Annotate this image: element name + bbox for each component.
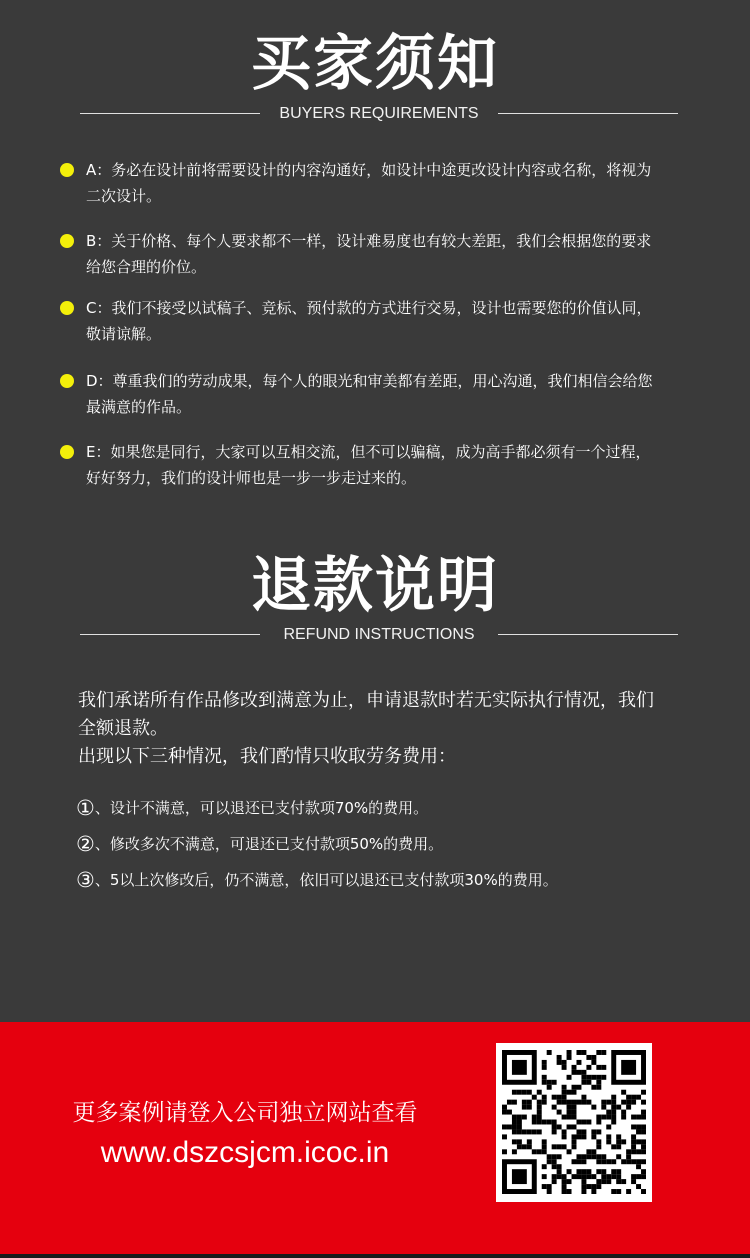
refund-item-text: 、修改多次不满意，可退还已支付款项50%的费用。 xyxy=(94,835,444,853)
requirement-item xyxy=(60,439,650,491)
footer-banner xyxy=(0,1022,750,1258)
qr-code-icon xyxy=(496,1043,652,1202)
yellow-dot-icon xyxy=(60,301,74,315)
buyers-title: 买家须知 xyxy=(251,29,499,99)
yellow-dot-icon xyxy=(60,374,74,388)
requirement-line: 最满意的作品。 xyxy=(86,398,192,416)
website-link[interactable]: www.dszcsjcm.icoc.in xyxy=(100,1136,390,1169)
requirement-line: D：尊重我们的劳动成果，每个人的眼光和审美都有差距，用心沟通，我们相信会给您 xyxy=(86,372,653,390)
refund-divider xyxy=(80,625,678,645)
refund-intro-line: 出现以下三种情况，我们酌情只收取劳务费用： xyxy=(78,746,456,767)
yellow-dot-icon xyxy=(60,234,74,248)
requirement-line: B：关于价格、每个人要求都不一样，设计难易度也有较大差距，我们会根据您的要求 xyxy=(86,232,652,250)
refund-item-text: 、设计不满意，可以退还已支付款项70%的费用。 xyxy=(94,799,429,817)
qr-code-graphic xyxy=(502,1050,646,1194)
requirement-item xyxy=(60,295,651,347)
refund-intro-line: 我们承诺所有作品修改到满意为止，申请退款时若无实际执行情况，我们 xyxy=(78,690,654,711)
requirement-line: 敬请谅解。 xyxy=(86,325,162,343)
requirement-line: C：我们不接受以试稿子、竞标、预付款的方式进行交易，设计也需要您的价值认同， xyxy=(86,299,652,317)
requirement-item xyxy=(60,368,653,420)
refund-intro xyxy=(78,687,698,771)
requirement-line: 给您合理的价位。 xyxy=(86,258,207,276)
buyers-subtitle: BUYERS REQUIREMENTS xyxy=(279,105,479,122)
footer-tagline: 更多案例请登入公司独立网站查看 xyxy=(72,1100,418,1126)
refund-item xyxy=(76,795,696,831)
refund-item-text: 、5以上次修改后，仍不满意，依旧可以退还已支付款项30%的费用。 xyxy=(94,871,558,889)
divider-line-right xyxy=(498,113,678,114)
refund-subtitle: REFUND INSTRUCTIONS xyxy=(283,626,475,643)
circled-number: ③ xyxy=(76,868,95,892)
requirement-line: E：如果您是同行，大家可以互相交流，但不可以骗稿，成为高手都必须有一个过程， xyxy=(86,443,651,461)
requirement-line: A：务必在设计前将需要设计的内容沟通好，如设计中途更改设计内容或名称，将视为 xyxy=(86,161,652,179)
requirement-line: 二次设计。 xyxy=(86,187,162,205)
refund-intro-line: 全额退款。 xyxy=(78,718,168,739)
requirement-item xyxy=(60,228,651,280)
circled-number: ② xyxy=(76,832,95,856)
divider-line-left xyxy=(80,634,260,635)
yellow-dot-icon xyxy=(60,445,74,459)
refund-title: 退款说明 xyxy=(251,551,499,621)
refund-item xyxy=(76,831,696,867)
requirement-item xyxy=(60,157,651,209)
circled-number: ① xyxy=(76,796,95,820)
divider-line-right xyxy=(498,634,678,635)
bottom-strip xyxy=(0,1254,750,1258)
refund-list xyxy=(76,795,696,903)
requirement-line: 好好努力，我们的设计师也是一步一步走过来的。 xyxy=(86,469,417,487)
divider-line-left xyxy=(80,113,260,114)
buyers-divider xyxy=(80,104,678,124)
refund-item xyxy=(76,867,696,903)
yellow-dot-icon xyxy=(60,163,74,177)
